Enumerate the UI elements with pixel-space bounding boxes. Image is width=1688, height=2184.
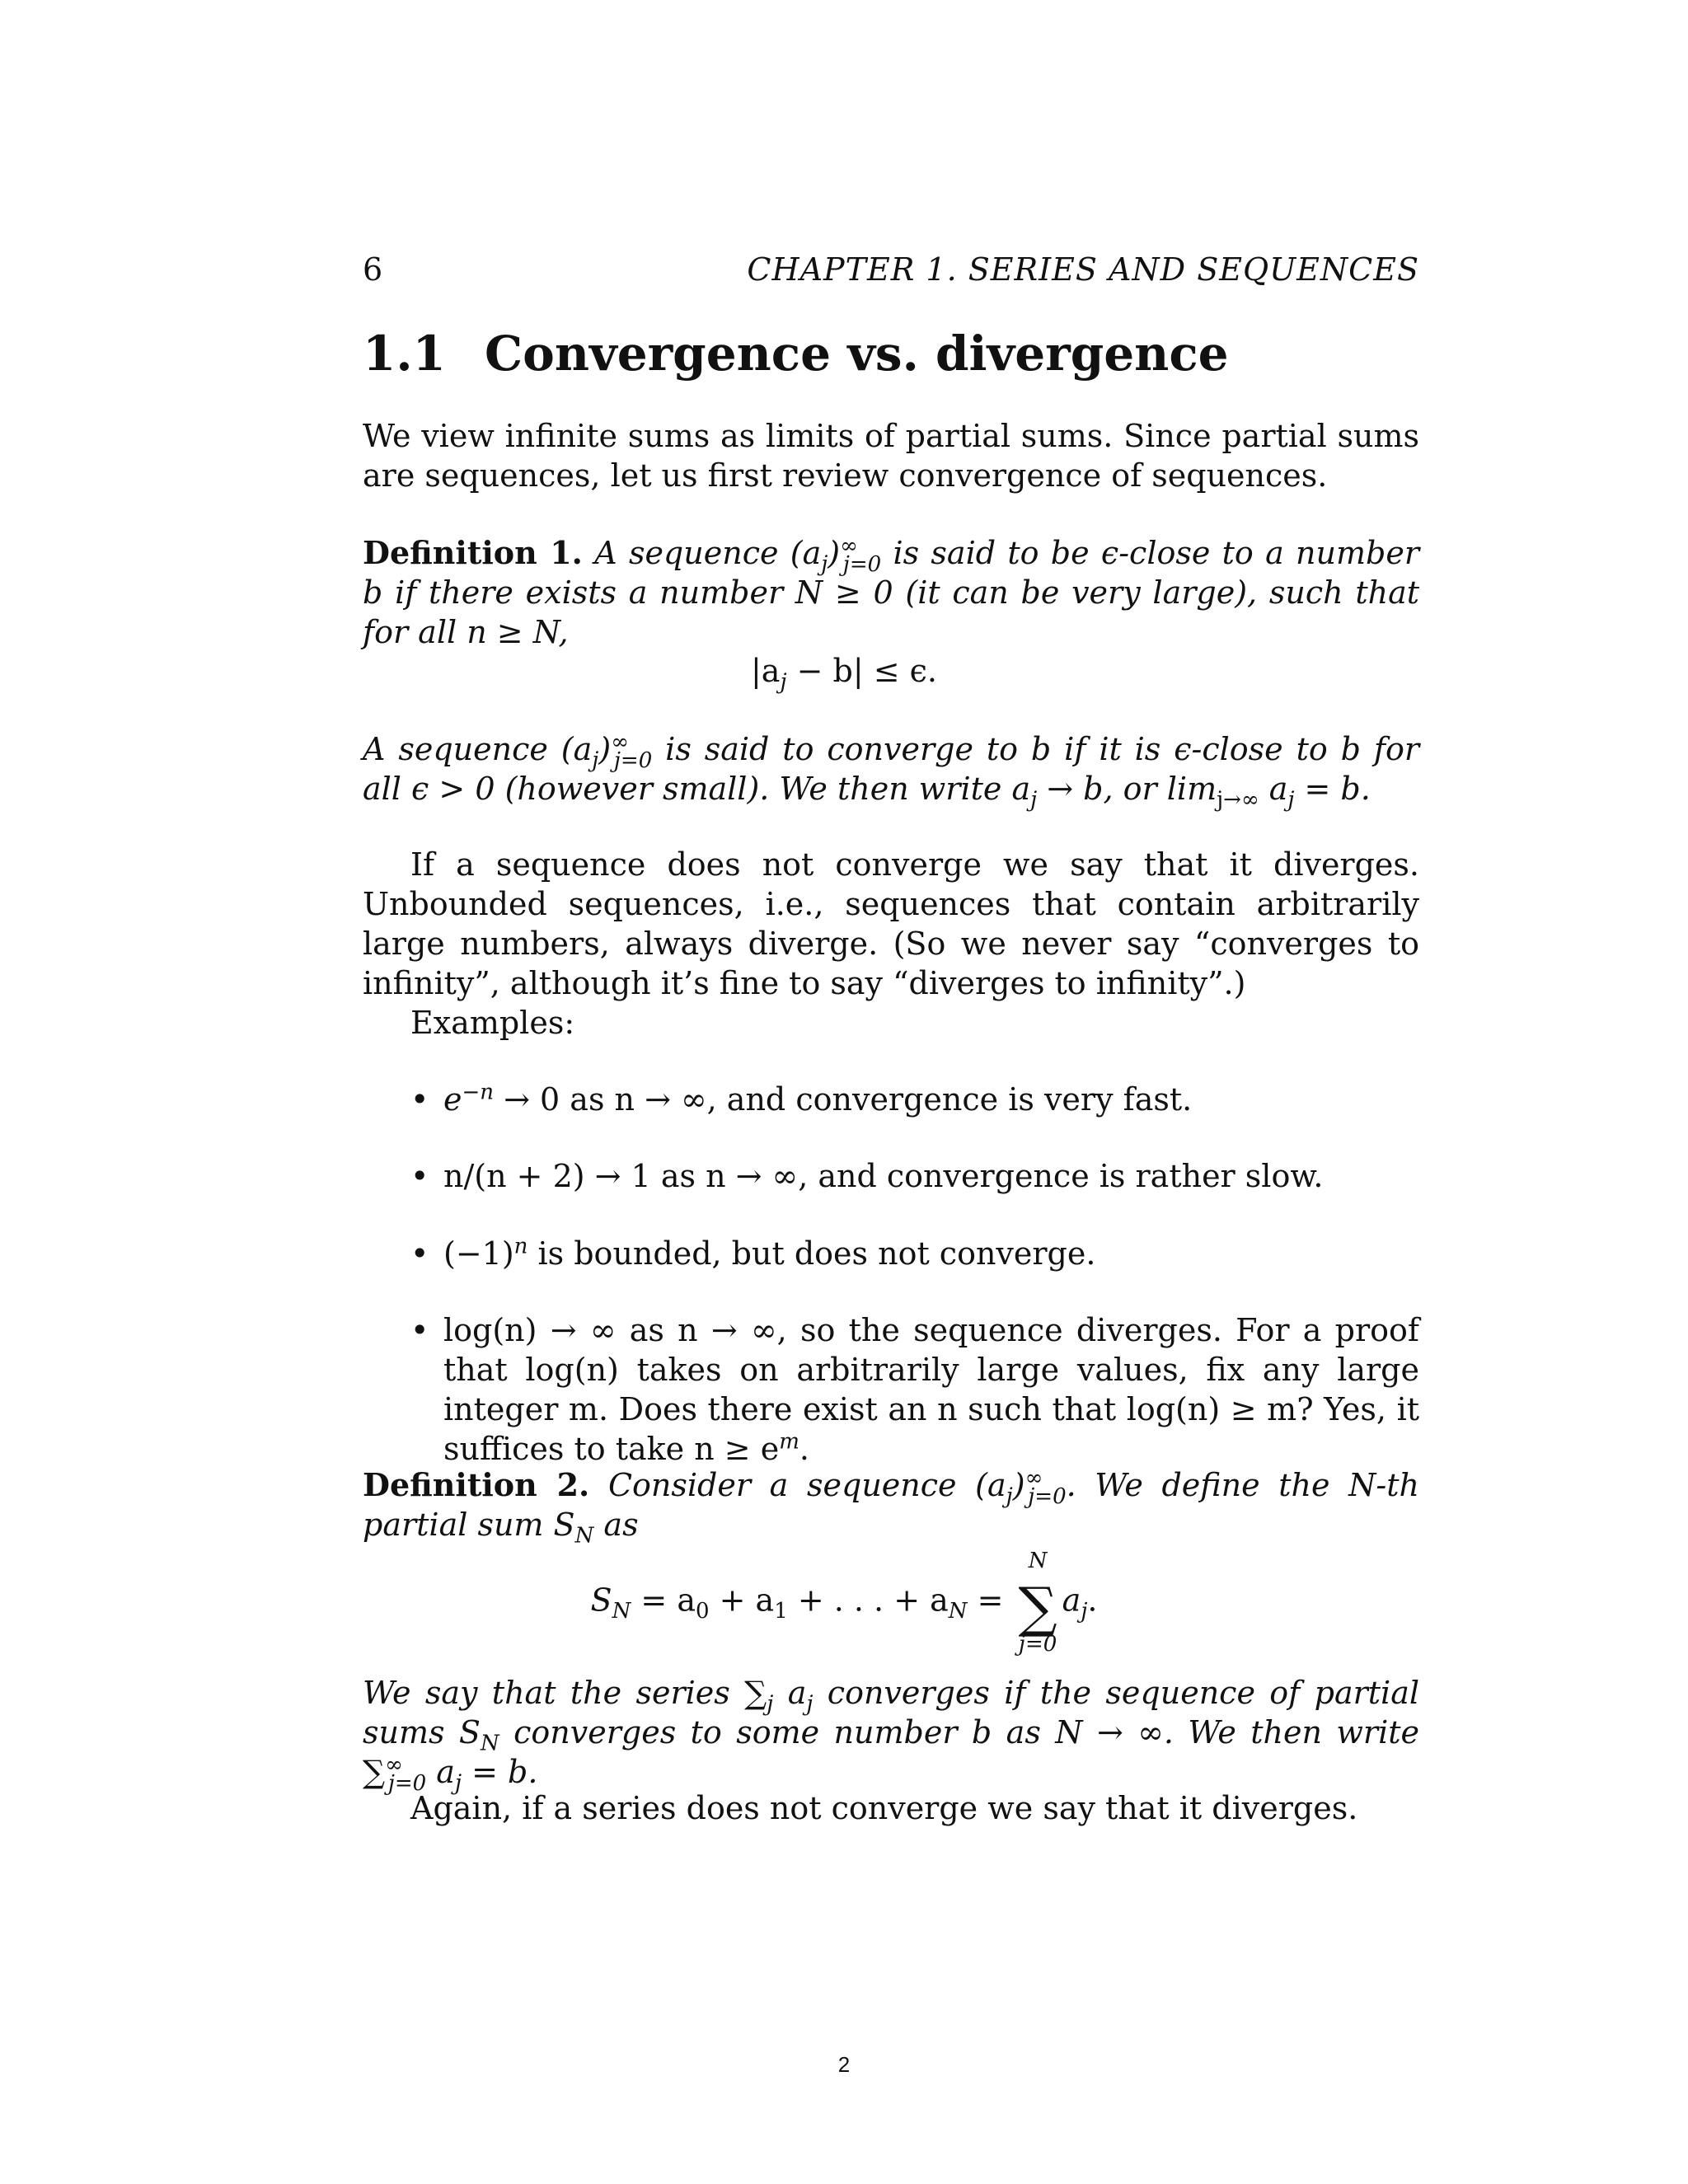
- def2-text: We say that the series: [363, 1675, 745, 1711]
- def2-display-equation: [0, 1549, 1688, 1657]
- superscript: n: [513, 1234, 528, 1259]
- example-text: e: [443, 1081, 462, 1118]
- running-header-chapter: CHAPTER 1. SERIES AND SEQUENCES: [747, 251, 1419, 288]
- subscript: N: [948, 1598, 968, 1624]
- definition-1-label: Definition 1.: [363, 534, 583, 571]
- definition-1-convergence: [363, 729, 1420, 813]
- subscript: j: [1287, 787, 1295, 813]
- subscript: j=0: [387, 1770, 427, 1796]
- subscript: N: [574, 1523, 594, 1549]
- def2-text: a: [426, 1754, 455, 1790]
- subscript: j: [780, 669, 787, 695]
- equation-part: + a: [709, 1582, 775, 1619]
- subscript: 0: [695, 1598, 710, 1624]
- closing-paragraph: Again, if a series does not converge we say that it diverges.: [410, 1790, 1358, 1826]
- definition-2: [363, 1465, 1420, 1549]
- list-item: [412, 1156, 1419, 1196]
- def2-text: = b.: [462, 1754, 538, 1790]
- def2-text: Consider a sequence (a: [607, 1467, 1006, 1503]
- superscript: −n: [462, 1080, 495, 1105]
- example-text: log(n) → ∞ as n → ∞, so the sequence diverges. For a proof that log(n) takes on arbitrarily large values, fix any large integer m. Does there exist an n such that log(n) ≥ m? Yes, it suffices to take n ≥ e: [443, 1312, 1419, 1467]
- def2-text: converges to some number b as N → ∞. We then write: [499, 1714, 1419, 1750]
- equation-part: =: [967, 1582, 1014, 1619]
- subscript: N: [480, 1731, 499, 1756]
- sigma-icon: ∑: [363, 1754, 386, 1790]
- subscript: j: [821, 551, 828, 577]
- sum-lower-limit: j=0: [1018, 1632, 1057, 1657]
- equation-part: S: [590, 1582, 612, 1619]
- def1-text: = b.: [1294, 771, 1371, 807]
- subscript: j: [806, 1691, 814, 1717]
- definition-2-label: Definition 2.: [363, 1466, 590, 1503]
- bullet-icon: •: [410, 1158, 429, 1194]
- footer-page-number: 2: [837, 2052, 851, 2077]
- subscript: j: [1030, 787, 1038, 813]
- definition-1: [363, 533, 1419, 652]
- list-item: [412, 1234, 1419, 1273]
- superscript: ∞: [611, 729, 629, 755]
- intro-paragraph: We view infinite sums as limits of partial sums. Since partial sums are sequences, let us first review convergence of sequences.: [363, 418, 1419, 494]
- definition-2-series: [363, 1673, 1419, 1796]
- subscript: j→∞: [1217, 787, 1259, 813]
- def1-text: ): [828, 535, 841, 571]
- superscript: ∞: [840, 533, 858, 559]
- summation: [1019, 1549, 1057, 1657]
- equation-part: |a: [750, 653, 781, 689]
- example-text: .: [799, 1431, 809, 1467]
- subscript: j=0: [1028, 1483, 1067, 1509]
- superscript: m: [779, 1429, 799, 1455]
- def1-text: ): [598, 731, 612, 767]
- equation-part: a: [1062, 1582, 1081, 1619]
- sigma-icon: ∑: [1018, 1575, 1057, 1639]
- subscript: j: [454, 1770, 462, 1796]
- def1-display-equation: [0, 653, 1688, 695]
- subscript: j=0: [613, 748, 653, 773]
- def2-text: as: [593, 1507, 639, 1543]
- example-text: (−1): [443, 1235, 514, 1272]
- subscript: j: [1006, 1483, 1013, 1509]
- sum-upper-limit: N: [1028, 1549, 1048, 1573]
- section-title: Convergence vs. divergence: [485, 326, 1229, 382]
- def1-text: → b, or lim: [1037, 771, 1217, 807]
- superscript: ∞: [1025, 1465, 1043, 1491]
- equation-part: − b| ≤ ϵ.: [786, 653, 938, 689]
- subscript: 1: [774, 1598, 788, 1624]
- def2-text: a: [773, 1675, 807, 1711]
- section-number: 1.1: [363, 326, 446, 382]
- examples-label: Examples:: [410, 1005, 575, 1041]
- subscript: N: [612, 1598, 631, 1624]
- section-heading: [363, 326, 1229, 382]
- bullet-icon: •: [410, 1312, 429, 1348]
- bullet-icon: •: [410, 1081, 429, 1118]
- divergence-paragraph: If a sequence does not converge we say that it diverges. Unbounded sequences, i.e., sequences that contain arbitrarily large numbers, always diverge. (So we never say “converges to infinity”, although it’s fine to say “diverges to infinity”.): [363, 846, 1419, 1001]
- example-text: → 0 as n → ∞, and convergence is very fast.: [494, 1081, 1193, 1118]
- example-text: n/(n + 2) → 1 as n → ∞, and convergence is rather slow.: [443, 1158, 1324, 1194]
- sigma-icon: ∑: [744, 1675, 767, 1711]
- equation-part: .: [1087, 1582, 1098, 1619]
- def2-text: . We define the N-th partial sum S: [363, 1467, 1420, 1543]
- subscript: j: [1081, 1598, 1088, 1624]
- running-header-page-number: 6: [363, 251, 383, 288]
- subscript: j: [592, 748, 599, 773]
- subscript: j=0: [842, 551, 882, 577]
- def1-text: A sequence (a: [594, 535, 822, 571]
- example-text: is bounded, but does not converge.: [528, 1235, 1096, 1272]
- def1-text: is said to be ϵ-close to a number b if there exists a number N ≥ 0 (it can be very large), such that for all n ≥ N,: [363, 535, 1419, 650]
- equation-part: + . . . + a: [787, 1582, 949, 1619]
- def1-text: A sequence (a: [363, 731, 593, 767]
- list-item: [412, 1310, 1419, 1469]
- equation-part: = a: [631, 1582, 696, 1619]
- def2-text: converges if the sequence of partial sums S: [363, 1675, 1419, 1750]
- bullet-icon: •: [410, 1235, 429, 1272]
- superscript: ∞: [385, 1752, 403, 1778]
- def1-text: a: [1259, 771, 1288, 807]
- subscript: j: [767, 1691, 774, 1717]
- def2-text: ): [1012, 1467, 1025, 1503]
- list-item: [412, 1080, 1419, 1119]
- def1-text: is said to converge to b if it is ϵ-close to b for all ϵ > 0 (however small). We then write a: [363, 731, 1420, 807]
